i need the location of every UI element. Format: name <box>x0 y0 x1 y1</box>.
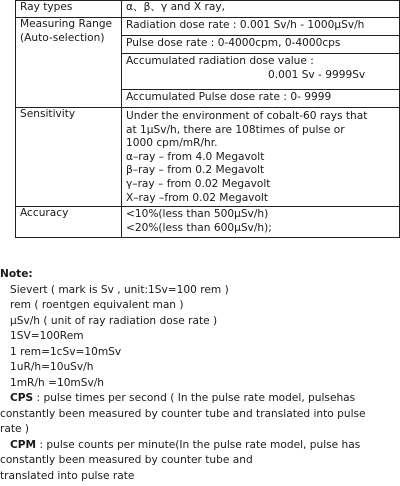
label-text: Measuring Range <box>20 18 113 30</box>
value-cell <box>122 108 400 207</box>
label-text: Sensitivity <box>20 108 76 120</box>
cps-text: constantly been measured by counter tube and translated into pulse <box>0 407 366 420</box>
value-text: Accumulated Pulse dose rate : 0- 9999 <box>126 91 332 103</box>
note-item: 1uR/h=10uSv/h <box>10 361 94 373</box>
notes-title: Note: <box>0 268 33 280</box>
cpm-text: constantly been measured by counter tube and <box>0 454 253 466</box>
note-item: rem ( roentgen equivalent man ) <box>10 299 184 311</box>
table-row-ray-types <box>16 1 400 18</box>
table-row-measuring-range <box>16 18 400 108</box>
value-text: at 1μSv/h, there are 108times of pulse or <box>126 123 345 136</box>
value-cell <box>122 18 400 108</box>
value-text: α、β、γ and X ray, <box>126 1 225 13</box>
note-item: 1SV=100Rem <box>10 330 84 342</box>
note-item: 1 rem=1cSv=10mSv <box>10 345 122 358</box>
value-text: X–ray –from 0.02 Megavolt <box>126 191 269 204</box>
value-text: 1000 cpm/mR/hr. <box>126 137 218 150</box>
value-text: 0.001 Sv - 9999Sv <box>268 68 366 81</box>
label-cell <box>16 18 122 108</box>
cpm-text: translated into pulse rate <box>0 469 135 482</box>
notes-section <box>0 267 400 484</box>
cps-text: rate ) <box>0 423 30 435</box>
range-subcell <box>122 54 399 90</box>
label-cell <box>16 108 122 207</box>
label-text: Accuracy <box>20 207 69 220</box>
value-text: Pulse dose rate : 0-4000cpm, 0-4000cps <box>126 37 341 49</box>
range-subcell <box>122 18 399 36</box>
cps-term: CPS <box>10 392 34 404</box>
value-cell <box>122 1 400 18</box>
cps-definition <box>0 391 400 438</box>
value-text: Accumulated radiation dose value : <box>126 55 314 67</box>
note-item: μSv/h ( unit of ray radiation dose rate ) <box>10 314 218 327</box>
value-text: <20%(less than 600μSv/h); <box>126 221 272 234</box>
label-cell <box>16 207 122 238</box>
value-text: Under the environment of cobalt-60 rays that <box>126 110 368 122</box>
value-text: β–ray – from 0.2 Megavolt <box>126 164 265 177</box>
value-cell <box>122 207 400 238</box>
note-item: 1mR/h =10mSv/h <box>10 376 105 389</box>
note-item: Sievert ( mark is Sv , unit:1Sv=100 rem ) <box>10 283 229 296</box>
cpm-definition <box>0 438 400 485</box>
table-row-sensitivity <box>16 108 400 207</box>
label-cell <box>16 1 122 18</box>
label-text: (Auto-selection) <box>20 31 105 44</box>
range-subcell <box>122 36 399 54</box>
value-text: Radiation dose rate : 0.001 Sv/h - 1000μSv/h <box>126 19 365 31</box>
table-row-accuracy <box>16 207 400 238</box>
cpm-term: CPM <box>10 438 37 451</box>
range-subcell <box>122 90 399 107</box>
value-text: <10%(less than 500μSv/h) <box>126 208 269 221</box>
specification-table <box>15 0 400 238</box>
cpm-text: : pulse counts per minute(In the pulse rate model, pulse has <box>36 438 361 451</box>
label-text: Ray types <box>20 1 73 13</box>
value-text: α–ray – from 4.0 Megavolt <box>126 150 265 163</box>
cps-text: : pulse times per second ( In the pulse rate model, pulsehas <box>33 392 356 404</box>
value-text: γ–ray – from 0.02 Megavolt <box>126 177 271 190</box>
